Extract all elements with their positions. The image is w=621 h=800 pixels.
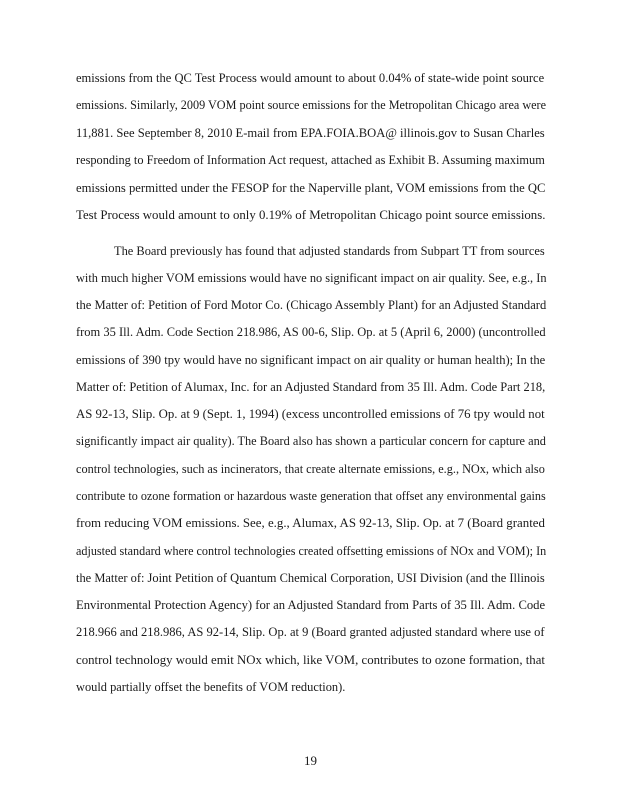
text-line: significantly impact air quality). The Board also has shown a particular concern for capture and bbox=[76, 434, 546, 448]
text-line: Environmental Protection Agency) for an Adjusted Standard from Parts of 35 Ill. Adm. Code bbox=[76, 598, 546, 612]
text-line: 218.966 and 218.986, AS 92-14, Slip. Op. at 9 (Board granted adjusted standard where use of bbox=[76, 625, 545, 639]
text-line: with much higher VOM emissions would have no significant impact on air quality. See, e.g., In bbox=[76, 271, 547, 285]
text-line: emissions from the QC Test Process would amount to about 0.04% of state-wide point source bbox=[76, 71, 545, 85]
text-line: Matter of: Petition of Alumax, Inc. for an Adjusted Standard from 35 Ill. Adm. Code Part 218, bbox=[76, 380, 546, 394]
page-number: 19 bbox=[304, 753, 317, 768]
text-line: The Board previously has found that adjusted standards from Subpart TT from sources bbox=[114, 244, 545, 258]
text-line: would partially offset the benefits of VOM reduction). bbox=[76, 680, 346, 694]
text-line: AS 92-13, Slip. Op. at 9 (Sept. 1, 1994) (excess uncontrolled emissions of 76 tpy would not bbox=[76, 407, 545, 421]
text-line: 11,881. See September 8, 2010 E-mail from EPA.FOIA.BOA@ illinois.gov to Susan Charles bbox=[76, 126, 545, 140]
text-line: responding to Freedom of Information Act request, attached as Exhibit B. Assuming maximum bbox=[76, 153, 545, 167]
text-line: emissions. Similarly, 2009 VOM point source emissions for the Metropolitan Chicago area were bbox=[76, 98, 547, 112]
text-line: from 35 Ill. Adm. Code Section 218.986, AS 00-6, Slip. Op. at 5 (April 6, 2000) (uncontrolled bbox=[76, 325, 546, 339]
text-line: emissions permitted under the FESOP for the Naperville plant, VOM emissions from the QC bbox=[76, 181, 546, 195]
text-line: emissions of 390 tpy would have no significant impact on air quality or human health); In the bbox=[76, 353, 546, 367]
text-line: Test Process would amount to only 0.19% of Metropolitan Chicago point source emissions. bbox=[76, 208, 546, 222]
text-line: control technology would emit NOx which, like VOM, contributes to ozone formation, that bbox=[76, 653, 545, 667]
text-line: contribute to ozone formation or hazardous waste generation that offset any environmental gains bbox=[76, 489, 546, 503]
text-line: control technologies, such as incinerators, that create alternate emissions, e.g., NOx, which also bbox=[76, 462, 545, 476]
text-line: the Matter of: Petition of Ford Motor Co. (Chicago Assembly Plant) for an Adjusted Standard bbox=[76, 298, 547, 312]
text-line: adjusted standard where control technologies created offsetting emissions of NOx and VOM); In bbox=[76, 544, 547, 558]
text-line: the Matter of: Joint Petition of Quantum Chemical Corporation, USI Division (and the Illinois bbox=[76, 571, 545, 585]
text-line: from reducing VOM emissions. See, e.g., Alumax, AS 92-13, Slip. Op. at 7 (Board granted bbox=[76, 516, 545, 530]
